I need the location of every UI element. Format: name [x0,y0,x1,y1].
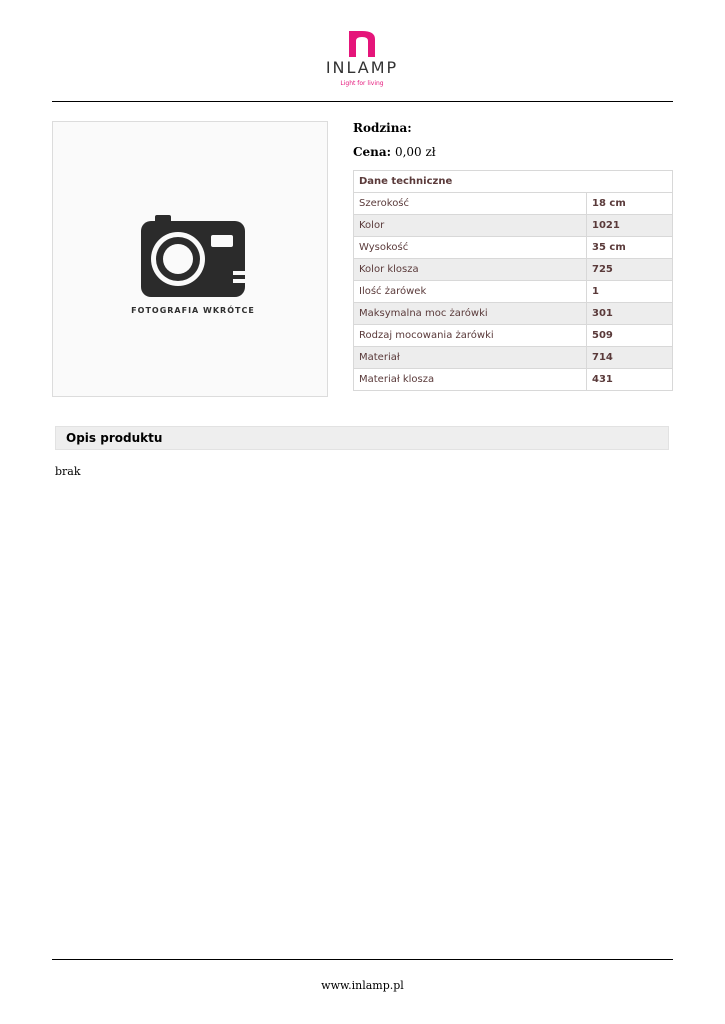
product-family [353,121,412,135]
spec-value: 714 [587,347,673,369]
price-label: Cena: [353,145,392,159]
technical-data-table [353,170,673,391]
product-photo-placeholder [52,121,328,397]
spec-label: Maksymalna moc żarówki [354,303,587,325]
photo-caption: FOTOGRAFIA WKRÓTCE [131,306,255,315]
spec-value: 725 [587,259,673,281]
camera-icon [141,215,245,299]
family-label: Rodzina: [353,121,412,135]
brand-name: INLAMP [325,58,399,77]
spec-value: 509 [587,325,673,347]
spec-label: Wysokość [354,237,587,259]
table-row [354,325,673,347]
spec-label: Materiał klosza [354,369,587,391]
spec-label: Rodzaj mocowania żarówki [354,325,587,347]
table-row [354,347,673,369]
table-heading: Dane techniczne [354,171,673,193]
table-row [354,237,673,259]
description-heading: Opis produktu [55,426,669,450]
table-row [354,281,673,303]
brand-tagline: Light for living [340,80,384,87]
spec-label: Szerokość [354,193,587,215]
spec-value: 18 cm [587,193,673,215]
footer-divider [52,959,673,960]
table-row [354,259,673,281]
spec-label: Ilość żarówek [354,281,587,303]
table-header-row [354,171,673,193]
footer-website: www.inlamp.pl [321,979,404,992]
table-row [354,193,673,215]
header-divider [52,101,673,102]
inlamp-logo-mark-icon [347,29,377,57]
description-text: brak [55,465,81,478]
spec-label: Kolor klosza [354,259,587,281]
price-value: 0,00 zł [394,145,436,159]
spec-label: Kolor [354,215,587,237]
spec-value: 301 [587,303,673,325]
table-row [354,215,673,237]
spec-value: 1 [587,281,673,303]
spec-value: 1021 [587,215,673,237]
spec-value: 35 cm [587,237,673,259]
brand-logo [314,29,410,91]
table-row [354,303,673,325]
table-row [354,369,673,391]
spec-label: Materiał [354,347,587,369]
spec-value: 431 [587,369,673,391]
product-price [353,145,436,159]
